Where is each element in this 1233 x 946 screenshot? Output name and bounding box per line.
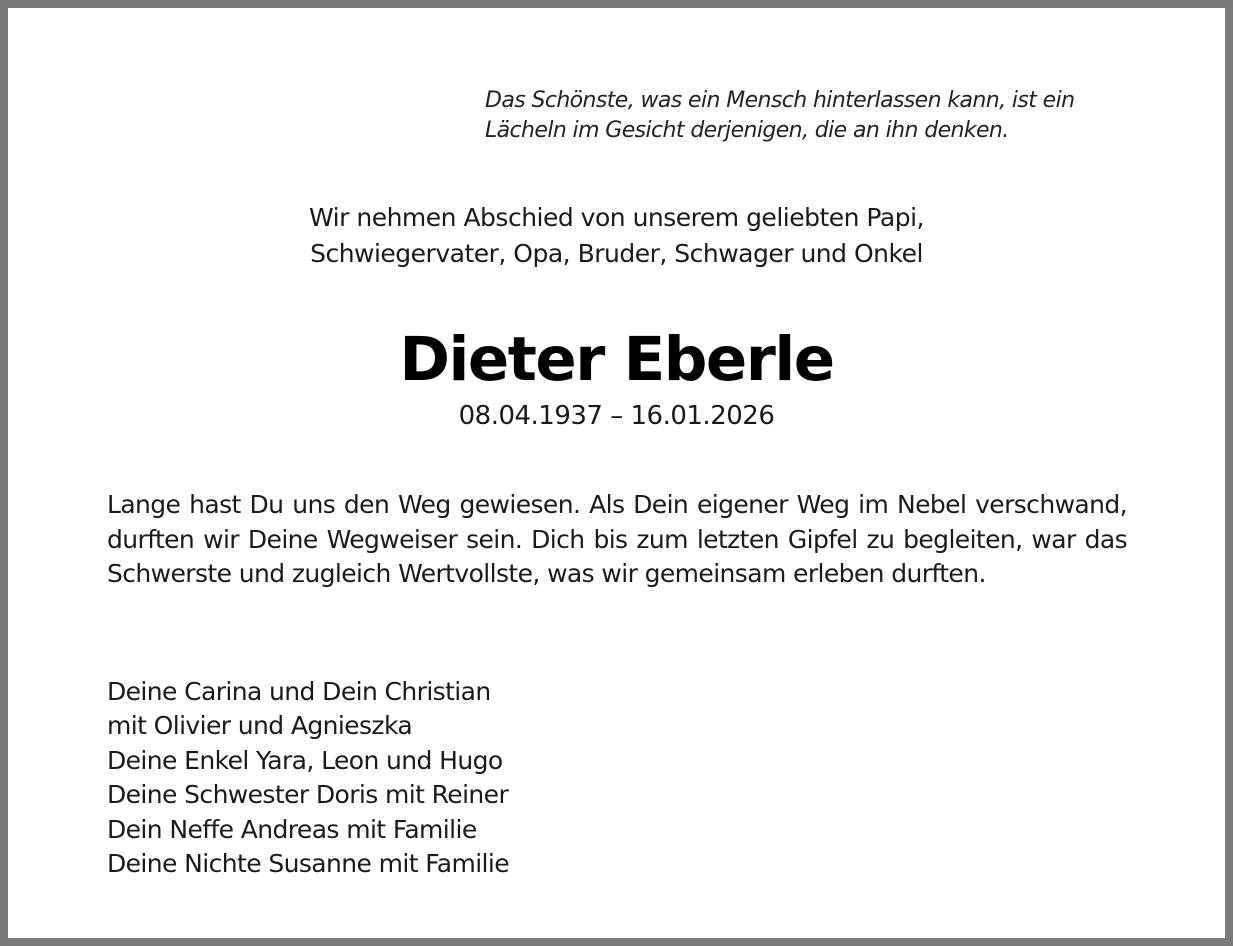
deceased-name: Dieter Eberle	[399, 324, 834, 395]
signer-line: Deine Nichte Susanne mit Familie	[107, 849, 510, 879]
signer-line: Dein Neffe Andreas mit Familie	[107, 814, 477, 844]
signers-list	[107, 675, 509, 881]
intro-line: Schwiegervater, Opa, Bruder, Schwager und Onkel	[310, 239, 923, 268]
memorial-text: Lange hast Du uns den Weg gewiesen. Als Dein eigener Weg im Nebel verschwand, durften wir Deine Wegweiser sein. Dich bis zum letzten Gipfel zu begleiten, war das Schwerste und zugleich Wertvollste, was wir gemeinsam erleben durften.	[107, 490, 1127, 588]
signer-line: mit Olivier und Agnieszka	[107, 711, 413, 741]
farewell-intro	[8, 200, 1225, 272]
obituary-page	[8, 8, 1225, 938]
epigraph-quote	[485, 86, 1074, 146]
intro-line: Wir nehmen Abschied von unserem geliebten Papi,	[309, 203, 924, 232]
signer-line: Deine Enkel Yara, Leon und Hugo	[107, 745, 503, 775]
signer-line: Deine Carina und Dein Christian	[107, 677, 491, 706]
quote-line: Das Schönste, was ein Mensch hinterlassen kann, ist ein	[485, 88, 1075, 113]
life-dates: 08.04.1937 – 16.01.2026	[458, 401, 775, 431]
signer-line: Deine Schwester Doris mit Reiner	[107, 780, 509, 810]
quote-line: Lächeln im Gesicht derjenigen, die an ihn denken.	[485, 118, 1009, 143]
